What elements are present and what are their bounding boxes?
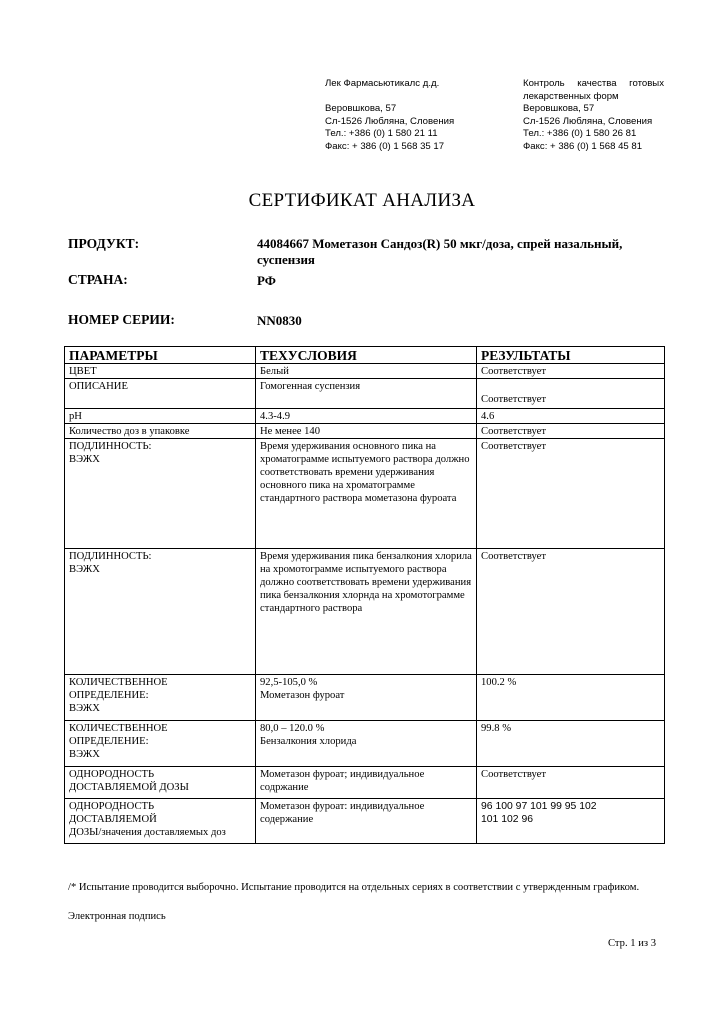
param-cell: ОДНОРОДНОСТЬ ДОСТАВЛЯЕМОЙ ДОЗЫ/значения доставляемых доз xyxy=(65,799,256,844)
batch-label: НОМЕР СЕРИИ: xyxy=(68,312,175,327)
qc-street-address: Веровшкова, 57 xyxy=(523,103,595,115)
qc-department-line2: лекарственных форм xyxy=(523,90,619,102)
batch-value: NN0830 xyxy=(257,313,302,328)
result-cell: Соответствует xyxy=(477,439,665,549)
sender-address-block xyxy=(325,78,515,154)
spec-cell: 92,5-105,0 % Мометазон фуроат xyxy=(256,675,477,721)
table-row xyxy=(65,767,665,799)
spec-cell: Время удерживания пика бензалкония хлорила на хромотограмме испытуемого раствора должно соответствовать времени удерживания пика бензалкония хлорнда на хромотограмме стандартного раствора xyxy=(256,549,477,675)
param-cell: КОЛИЧЕСТВЕННОЕ ОПРЕДЕЛЕНИЕ: ВЭЖХ xyxy=(65,721,256,767)
qc-department-line1: Контроль качества готовых xyxy=(523,78,664,89)
spec-cell: 4.3-4.9 xyxy=(256,409,477,424)
table-row xyxy=(65,364,665,379)
header-results: РЕЗУЛЬТАТЫ xyxy=(477,347,665,364)
street-address: Веровшкова, 57 xyxy=(325,103,397,115)
analysis-table xyxy=(64,346,665,844)
table-row xyxy=(65,549,665,675)
result-cell: Соответствует xyxy=(477,379,665,409)
phone-number: Тел.: +386 (0) 1 580 21 11 xyxy=(325,128,438,140)
spec-cell: 80,0 – 120.0 % Бензалкония хлорида xyxy=(256,721,477,767)
product-label: ПРОДУКТ: xyxy=(68,236,140,251)
param-cell: ЦВЕТ xyxy=(65,364,256,379)
param-cell: КОЛИЧЕСТВЕННОЕ ОПРЕДЕЛЕНИЕ: ВЭЖХ xyxy=(65,675,256,721)
footnote: /* Испытание проводится выборочно. Испытание проводится на отдельных сериях в соответствии с утвержденным графиком. xyxy=(68,882,640,893)
table-row xyxy=(65,424,665,439)
param-cell: Количество доз в упаковке xyxy=(65,424,256,439)
param-cell: ПОДЛИННОСТЬ: ВЭЖХ xyxy=(65,549,256,675)
param-cell: ПОДЛИННОСТЬ: ВЭЖХ xyxy=(65,439,256,549)
spec-cell: Белый xyxy=(256,364,477,379)
spec-cell: Мометазон фуроат: индивидуальное содержание xyxy=(256,799,477,844)
result-cell: Соответствует xyxy=(477,424,665,439)
document-title: СЕРТИФИКАТ АНАЛИЗА xyxy=(248,190,476,211)
param-cell: pH xyxy=(65,409,256,424)
spec-cell: Не менее 140 xyxy=(256,424,477,439)
result-cell: 100.2 % xyxy=(477,675,665,721)
table-row xyxy=(65,799,665,844)
qc-address-block xyxy=(523,78,664,154)
param-cell: ОПИСАНИЕ xyxy=(65,379,256,409)
table-row xyxy=(65,409,665,424)
table-header-row xyxy=(65,347,665,364)
country-value: РФ xyxy=(257,273,276,288)
result-cell: Соответствует xyxy=(477,767,665,799)
country-label: СТРАНА: xyxy=(68,272,128,287)
qc-fax-number: Факс: + 386 (0) 1 568 45 81 xyxy=(523,140,643,152)
result-cell: Соответствует xyxy=(477,364,665,379)
result-cell: 96 100 97 101 99 95 102 101 102 96 xyxy=(477,799,665,844)
company-name: Лек Фармасьютикалс д.д. xyxy=(325,78,440,89)
header-parameters: ПАРАМЕТРЫ xyxy=(65,347,256,364)
table-row xyxy=(65,675,665,721)
spec-cell: Мометазон фуроат; индивидуальное содржание xyxy=(256,767,477,799)
result-cell: 4.6 xyxy=(477,409,665,424)
qc-phone-number: Тел.: +386 (0) 1 580 26 81 xyxy=(523,128,637,140)
city-address: Сл-1526 Любляна, Словения xyxy=(325,115,455,127)
page-number: Стр. 1 из 3 xyxy=(607,938,656,949)
table-row xyxy=(65,379,665,409)
spec-cell: Гомогенная суспензия xyxy=(256,379,477,409)
electronic-signature-label: Электронная подпись xyxy=(68,911,166,922)
table-row xyxy=(65,439,665,549)
header-specifications: ТЕХУСЛОВИЯ xyxy=(256,347,477,364)
fax-number: Факс: + 386 (0) 1 568 35 17 xyxy=(325,140,445,152)
spec-cell: Время удерживания основного пика на хроматограмме испытуемого раствора должно соответствовать времени удерживания основного пика на хроматограмме стандартного раствора мометазона фуроата xyxy=(256,439,477,549)
qc-city-address: Сл-1526 Любляна, Словения xyxy=(523,115,653,127)
param-cell: ОДНОРОДНОСТЬ ДОСТАВЛЯЕМОЙ ДОЗЫ xyxy=(65,767,256,799)
table-row xyxy=(65,721,665,767)
result-cell: 99.8 % xyxy=(477,721,665,767)
result-cell: Соответствует xyxy=(477,549,665,675)
product-value: 44084667 Мометазон Сандоз(R) 50 мкг/доза, спрей назальный, суспензия xyxy=(257,236,623,267)
